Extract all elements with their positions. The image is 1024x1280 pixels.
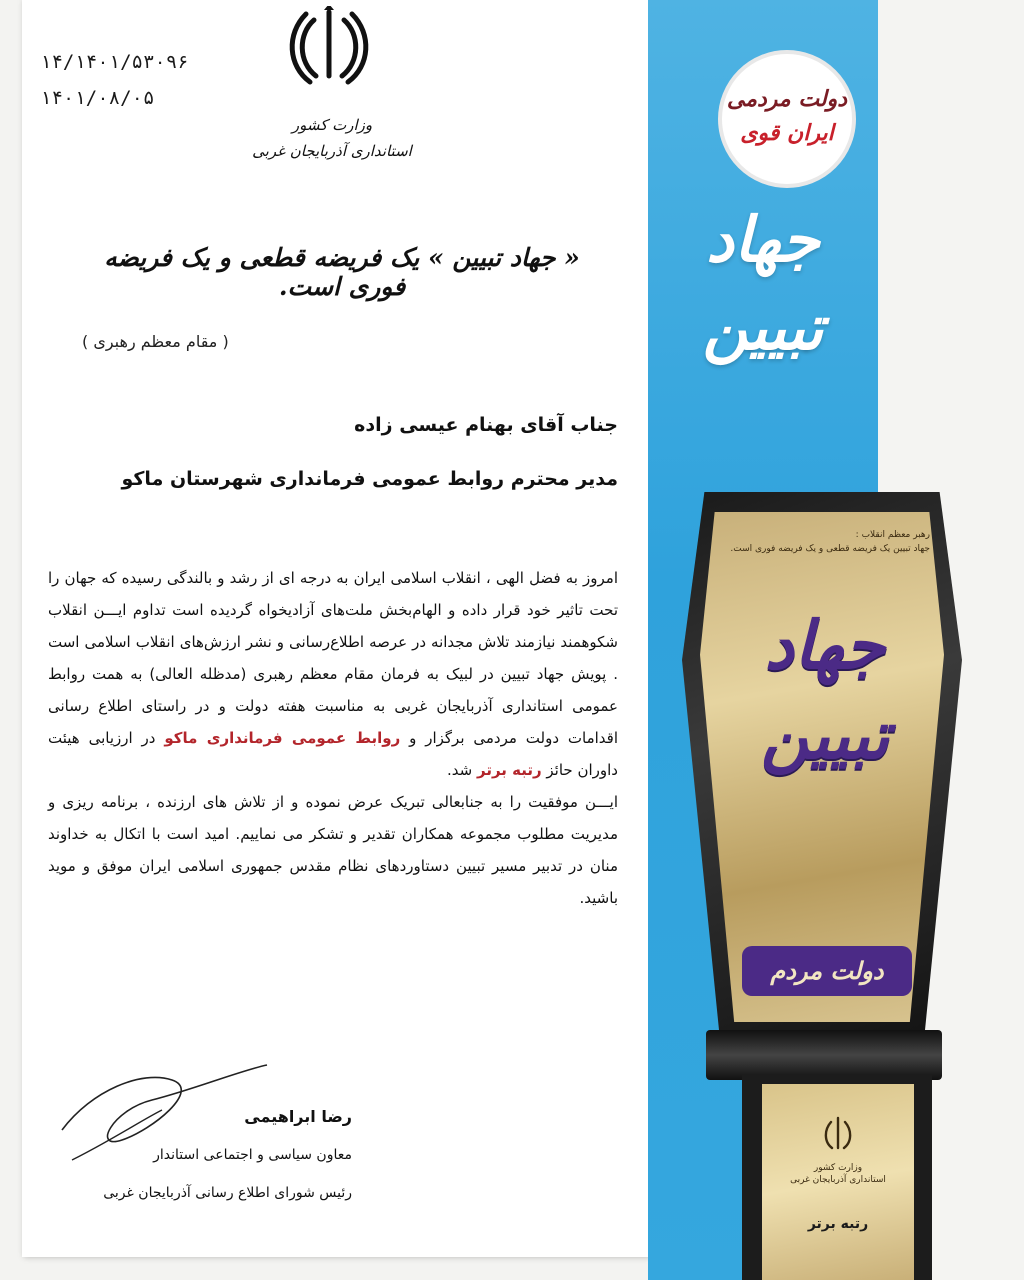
signer-title: معاون سیاسی و اجتماعی استاندار: [153, 1147, 352, 1163]
ministry-name: وزارت کشور: [291, 116, 373, 134]
signer-name: رضا ابراهیمی: [244, 1107, 352, 1126]
trophy-title-line: تبیین: [760, 696, 890, 774]
body-text-part: شد.: [446, 761, 473, 779]
trophy-neck: [706, 1030, 942, 1080]
poster-title-line: جهاد: [706, 203, 820, 276]
poster-title-line: تبیین: [702, 291, 824, 364]
body-text-part: در ارزیابی هیئت داوران حائز: [48, 729, 618, 779]
letter-page: [22, 0, 648, 1257]
reference-block: [40, 44, 220, 116]
trophy-title: [690, 600, 960, 780]
base-caption-line: استانداری آذربایجان غربی: [790, 1175, 886, 1185]
trophy-title-line: جهاد: [764, 606, 886, 684]
base-rank: رتبه برتر: [807, 1216, 869, 1232]
iran-emblem-icon: [284, 6, 374, 86]
campaign-badge: [718, 50, 856, 188]
trophy-caption-line: رهبر معظم انقلاب :: [855, 530, 930, 540]
base-caption: [762, 1162, 914, 1186]
highlighted-office: روابط عمومی فرمانداری ماکو: [164, 729, 401, 747]
body-paragraph-2: ایـــن موفقیت را به جنابعالی تبریک عرض نموده و از تلاش های ارزنده ، برنامه ریزی و مدیریت مطلوب مجموعه همکاران تقدیر و تشکر می نماییم. امید است با اتکال به خداوند منان در تدبیر مسیر تبیین دستاوردهای نظام مقدس جمهوری اسلامی ایران موفق و موید باشید.: [48, 793, 618, 907]
addressee-name: جناب آقای بهنام عیسی زاده: [354, 414, 618, 436]
body-text-part: امروز به فضل الهی ، انقلاب اسلامی ایران به درجه ای از رشد و بالندگی رسیده که جهان را تحت تاثیر خود قرار داده و الهام‌بخش ملت‌های آزادیخواه گردیده است تداوم ایـــن انقلاب شکوهمند نیازمند تلاش مجدانه در عرصه اطلاع‌رسانی و نشر ارزش‌های انقلاب اسلامی است . پویش جهاد تبیین در لبیک به فرمان مقام معظم رهبری (مدظله العالی) به همت روابط عمومی استانداری آذربایجان غربی به مناسبت هفته دولت و در راستای اطلاع رسانی اقدامات دولت مردمی برگزار و: [48, 569, 618, 747]
letterhead: [222, 112, 442, 164]
iran-emblem-icon: [818, 1114, 858, 1154]
governorate-name: استانداری آذربایجان غربی: [252, 142, 412, 160]
trophy-caption-line: جهاد تبیین یک فریضه قطعی و یک فریضه فوری است.: [730, 544, 930, 554]
trophy-banner: دولت مردم: [742, 946, 912, 996]
addressee-title: مدیر محترم روابط عمومی فرمانداری شهرستان ماکو: [121, 468, 618, 490]
trophy-base-plate: [762, 1084, 914, 1280]
base-caption-line: وزارت کشور: [813, 1163, 863, 1173]
letter-body: [48, 562, 618, 914]
reference-number: ۱۴/۱۴۰۱/۵۳۰۹۶: [40, 51, 189, 73]
poster-title: [648, 196, 878, 372]
body-paragraph-1: [48, 562, 618, 786]
badge-line: ایران قوی: [740, 120, 834, 146]
badge-line: دولت مردمی: [726, 86, 848, 112]
signature-block: [52, 1098, 352, 1212]
letter-date: ۱۴۰۱/۰۸/۰۵: [40, 87, 155, 109]
highlighted-rank: رتبه برتر: [476, 761, 542, 779]
leader-quote: « جهاد تبیین » یک فریضه قطعی و یک فریضه فوری است.: [104, 243, 580, 301]
trophy-caption: [720, 528, 930, 556]
quote-source: ( مقام معظم رهبری ): [82, 332, 229, 351]
addressee-block: [58, 398, 618, 506]
signer-title: رئیس شورای اطلاع رسانی آذربایجان غربی: [103, 1185, 352, 1201]
